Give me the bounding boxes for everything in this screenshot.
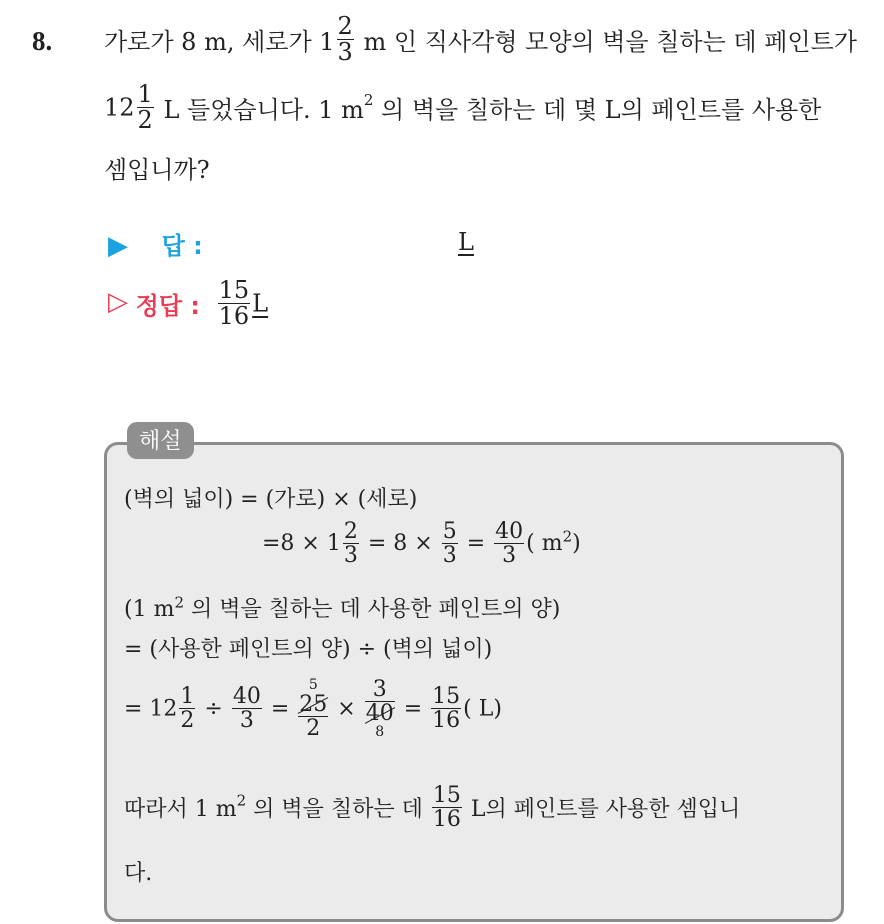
solution-line-4: = (사용한 페인트의 양) ÷ (벽의 넓이) — [124, 637, 493, 662]
solution-line-2 — [262, 520, 581, 567]
fraction — [494, 520, 524, 567]
cancelled-denominator: 40 — [365, 701, 394, 727]
question-text: 가로가 8 m, 세로가 1 — [104, 28, 335, 57]
fraction — [137, 82, 154, 133]
fraction — [232, 685, 262, 732]
solution-text: =8 × 1 — [262, 531, 341, 557]
outline-triangle-icon: ▷ — [108, 287, 128, 318]
solution-line-7: 다. — [124, 861, 153, 886]
numerator: 40 — [495, 519, 524, 544]
denominator: 3 — [502, 543, 517, 569]
question-line-2 — [104, 82, 821, 133]
reduced-denominator: 8 — [375, 724, 385, 741]
denominator: 3 — [343, 543, 358, 569]
solution-tag: 해설 — [127, 422, 194, 459]
correct-fraction — [218, 278, 251, 329]
superscript: 2 — [174, 593, 184, 612]
solution-text: ( m — [526, 531, 563, 557]
superscript: 2 — [236, 791, 247, 810]
question-number: 8. — [32, 26, 53, 56]
fraction — [431, 685, 461, 732]
question-text: m 인 직사각형 모양의 벽을 칠하는 데 페인트가 — [363, 28, 857, 57]
cancelled-numerator: 25 — [299, 691, 328, 717]
denominator: 16 — [218, 302, 250, 331]
superscript: 2 — [562, 527, 573, 546]
numerator: 3 — [372, 677, 387, 702]
solution-text: = — [403, 696, 423, 722]
fraction — [337, 14, 354, 65]
solution-text: ÷ — [204, 696, 223, 722]
denominator: 2 — [180, 708, 195, 734]
solution-text: = 8 × — [367, 531, 433, 557]
denominator: 16 — [432, 807, 461, 833]
denominator: 3 — [337, 38, 353, 67]
question-text: L 들었습니다. 1 m — [163, 96, 364, 125]
answer-blank-row — [108, 226, 203, 261]
correct-answer-label: 정답 : — [135, 292, 200, 321]
denominator: 3 — [239, 708, 254, 734]
numerator: 1 — [180, 684, 195, 710]
denominator: 3 — [442, 543, 457, 569]
solution-text: = — [466, 531, 486, 557]
solution-text: ( L) — [463, 696, 502, 722]
solution-text: = 12 — [124, 696, 178, 722]
play-triangle-icon: ▶ — [108, 231, 128, 261]
numerator: 15 — [218, 276, 250, 304]
answer-blank-unit[interactable] — [458, 228, 474, 256]
numerator: 15 — [432, 783, 461, 808]
solution-text: ) — [572, 531, 581, 557]
numerator: 5 — [442, 519, 457, 544]
denominator: 16 — [432, 708, 461, 734]
fraction — [343, 520, 359, 567]
superscript: 2 — [363, 91, 374, 110]
numerator: 1 — [137, 80, 153, 108]
numerator: 2 — [343, 519, 358, 544]
solution-line-5 — [124, 678, 502, 740]
solution-text: 따라서 1 m — [124, 797, 237, 823]
reduced-numerator: 5 — [308, 677, 318, 693]
solution-text: × — [337, 696, 356, 722]
numerator: 40 — [232, 684, 261, 710]
answer-unit: L — [458, 228, 474, 256]
fraction — [432, 784, 462, 831]
fraction — [442, 520, 458, 567]
question-line-3: 셈입니까? — [104, 156, 210, 184]
answer-label: 답 : — [161, 232, 203, 260]
solution-text: (1 m — [124, 597, 175, 622]
solution-line-3 — [124, 592, 560, 623]
solution-text: = — [270, 696, 290, 722]
correct-answer-row — [108, 278, 268, 329]
question-line-1 — [104, 14, 857, 65]
numerator: 2 — [337, 12, 353, 40]
question-text: 의 벽을 칠하는 데 몇 L의 페인트를 사용한 — [373, 96, 822, 125]
correct-unit: L — [252, 289, 269, 318]
solution-text: L의 페인트를 사용한 셈입니 — [470, 797, 741, 823]
fraction — [179, 685, 195, 732]
solution-line-1: (벽의 넓이) = (가로) × (세로) — [124, 487, 418, 512]
cancelled-fraction — [298, 678, 328, 740]
solution-line-6 — [124, 784, 740, 831]
denominator: 2 — [306, 715, 321, 741]
solution-text: 의 벽을 칠하는 데 — [246, 797, 423, 823]
denominator: 2 — [137, 106, 153, 135]
solution-text: 의 벽을 칠하는 데 사용한 페인트의 양) — [183, 597, 561, 622]
question-text: 12 — [104, 93, 135, 122]
cancelled-fraction — [365, 678, 395, 740]
numerator: 15 — [432, 684, 461, 710]
